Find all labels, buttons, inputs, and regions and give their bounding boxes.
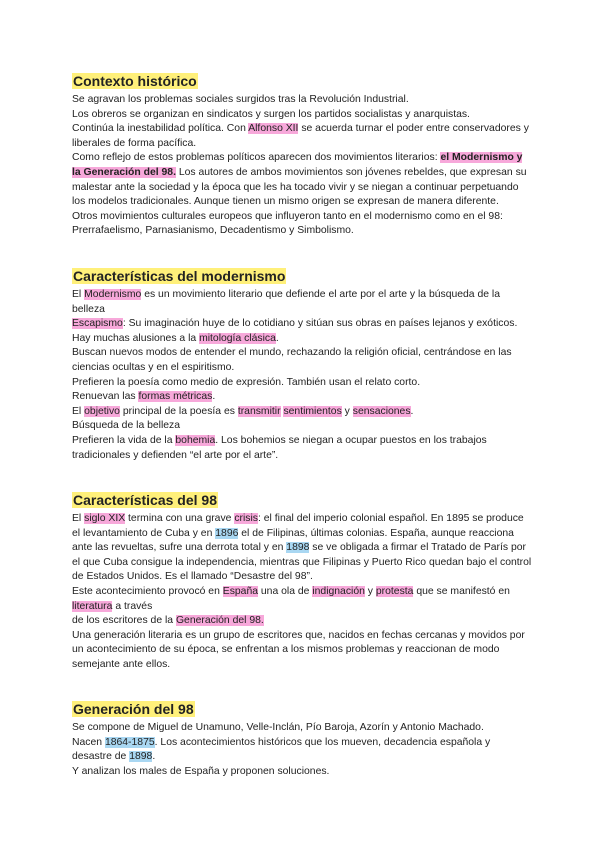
text-segment: y [341, 405, 353, 417]
section-body [72, 512, 532, 673]
paragraph [72, 288, 532, 317]
text-segment: a través [112, 600, 153, 612]
highlighted-text: Generación del 98. [175, 615, 264, 627]
section-contexto-historico [72, 72, 532, 239]
text-segment: Otros movimientos culturales europeos que influyeron tanto en el modernismo como en el 98: Prerrafaelismo, Parnasianismo, Decadentismo y Simbolismo. [72, 210, 503, 237]
highlighted-text: España [222, 585, 259, 597]
text-segment: Hay muchas alusiones a la [72, 332, 200, 344]
paragraph [72, 405, 532, 420]
highlighted-text: siglo XIX [84, 513, 126, 524]
section-caracteristicas-modernismo [72, 267, 532, 463]
paragraph [72, 93, 532, 108]
text-segment: . [152, 751, 156, 763]
highlighted-text: sensaciones [352, 405, 411, 417]
text-segment: Los autores de ambos movimientos son jóvenes rebeldes, que expresan su malestar ante la sociedad y la época que les ha tocado vivir y se niegan a continuar perpetuando los modelos tradicionales. Aunque tienen un mismo origen se expresan de manera diferente. [72, 166, 527, 208]
paragraph [72, 317, 532, 332]
text-segment: Como reflejo de estos problemas políticos aparecen dos movimientos literarios: [72, 152, 441, 164]
paragraph [72, 629, 532, 673]
text-segment: se acuerda turnar el poder entre conservadores y liberales de forma pacífica. [72, 123, 529, 149]
highlighted-text: sentimientos [283, 405, 342, 417]
highlighted-text: bohemia [175, 434, 216, 446]
highlighted-text: el Modernismo y la Generación del 98. [72, 152, 523, 178]
text-segment: Una generación literaria es un grupo de escritores que, nacidos en fechas cercanas y movidos por un acontecimiento de su época, se enfrentan a los mismos problemas y reaccionan de modo semejante ante ellos. [72, 629, 525, 670]
text-segment: de los escritores de la [72, 615, 176, 627]
text-segment: El [72, 405, 85, 417]
paragraph [72, 614, 532, 629]
highlighted-text: objetivo [84, 405, 120, 417]
paragraph [72, 585, 532, 614]
text-segment: se ve obligada a firmar el Tratado de París por el que Cuba consigue la independencia, mientras que Filipinas y Puerto Rico quedan bajo el control de Estados Unidos. Es el llamado “Desastre del 98”. [72, 542, 532, 583]
section-title: Contexto histórico [73, 73, 197, 89]
text-segment: . [410, 405, 414, 417]
text-segment: el de Filipinas, últimas colonias. España, aunque reacciona ante las revueltas, sufre una derrota total y en [72, 527, 514, 554]
paragraph [72, 419, 532, 434]
section-body [72, 721, 532, 779]
text-segment: Nacen [72, 736, 105, 748]
text-segment: principal de la poesía es [119, 405, 238, 417]
highlighted-text: Alfonso XII [248, 123, 299, 135]
text-segment: y [364, 585, 376, 597]
text-segment: Búsqueda de la belleza [72, 420, 181, 432]
text-segment: . [212, 391, 216, 403]
text-segment: Continúa la inestabilidad política. Con [72, 123, 249, 135]
text-segment: El [72, 513, 85, 524]
paragraph [72, 108, 532, 123]
paragraph [72, 736, 532, 765]
text-segment: Prefieren la vida de la [72, 434, 176, 446]
section-title: Características del 98 [73, 492, 217, 508]
text-segment: Se compone de Miguel de Unamuno, Velle-Inclán, Pío Baroja, Azorín y Antonio Machado. [72, 722, 484, 733]
text-segment: Prefieren la poesía como medio de expresión. También usan el relato corto. [72, 376, 421, 388]
text-segment: una ola de [258, 585, 313, 597]
paragraph [72, 332, 532, 347]
highlighted-text: literatura [72, 600, 113, 612]
highlighted-text: Modernismo [84, 289, 142, 300]
text-segment: . Los acontecimientos históricos que los mueven, decadencia española y desastre de [72, 736, 491, 763]
highlighted-text: Escapismo [72, 318, 123, 330]
text-segment: . [275, 332, 279, 344]
paragraph [72, 434, 532, 463]
highlighted-text: indignación [312, 585, 365, 597]
highlighted-text: protesta [375, 585, 414, 597]
text-segment: Renuevan las [72, 391, 139, 403]
text-segment: : Su imaginación huye de lo cotidiano y sitúan sus obras en países lejanos y exóticos. [122, 318, 518, 330]
paragraph [72, 210, 532, 239]
highlighted-text: transmitir [237, 405, 281, 417]
text-segment: que se manifestó en [413, 585, 510, 597]
section-title: Características del modernismo [73, 268, 286, 284]
text-segment: Buscan nuevos modos de entender el mundo, rechazando la religión oficial, centrándose en las ciencias ocultas y en el espiritismo. [72, 347, 512, 373]
text-segment: . Los bohemios se niegan a ocupar puestos en los trabajos tradicionales y defienden “el arte por el arte”. [72, 434, 487, 461]
paragraph [72, 390, 532, 405]
paragraph [72, 765, 532, 780]
paragraph [72, 346, 532, 375]
section-body [72, 288, 532, 463]
text-segment: : el final del imperio colonial español. En 1895 se produce el levantamiento de Cuba y en [72, 513, 524, 539]
highlighted-text: 1896 [215, 527, 239, 539]
highlighted-text: crisis [234, 513, 258, 524]
text-segment: Se agravan los problemas sociales surgidos tras la Revolución Industrial. [72, 94, 409, 105]
section-caracteristicas-98 [72, 491, 532, 673]
highlighted-text: 1898 [129, 751, 153, 763]
section-body [72, 93, 532, 239]
section-generacion-98 [72, 700, 532, 779]
text-segment: es un movimiento literario que defiende el arte por el arte y la búsqueda de la belleza [72, 289, 501, 315]
highlighted-text: 1864-1875 [104, 736, 155, 748]
text-segment: Y analizan los males de España y proponen soluciones. [72, 765, 330, 777]
text-segment: Los obreros se organizan en sindicatos y surgen los partidos socialistas y anarquistas. [72, 108, 470, 120]
paragraph [72, 512, 532, 585]
paragraph [72, 122, 532, 151]
paragraph [72, 376, 532, 391]
text-segment: termina con una grave [125, 513, 235, 524]
highlighted-text: formas métricas [138, 391, 213, 403]
paragraph [72, 721, 532, 736]
text-segment: El [72, 289, 85, 300]
paragraph [72, 151, 532, 209]
text-segment: Este acontecimiento provocó en [72, 585, 223, 597]
highlighted-text: 1898 [286, 542, 310, 554]
highlighted-text: mitología clásica [199, 332, 276, 344]
section-title: Generación del 98 [73, 701, 194, 717]
